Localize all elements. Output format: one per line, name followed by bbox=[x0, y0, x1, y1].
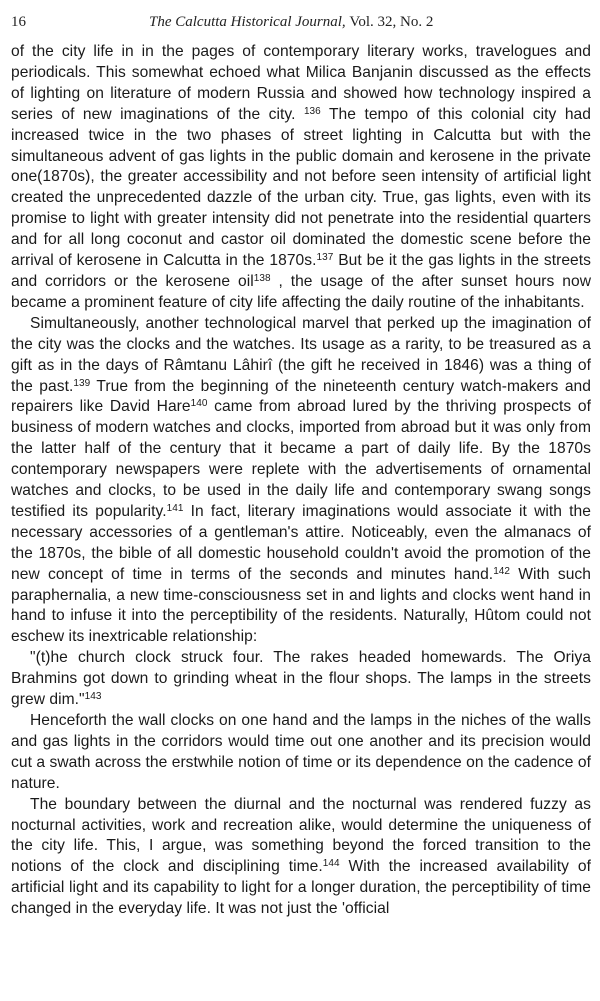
footnote-ref: 139 bbox=[73, 377, 91, 389]
running-header bbox=[11, 14, 591, 36]
journal-title: The Calcutta Historical Journal, bbox=[149, 14, 346, 30]
paragraph bbox=[11, 314, 591, 649]
footnote-ref: 138 bbox=[253, 272, 271, 284]
body-text bbox=[11, 42, 591, 920]
text-run: came from abroad lured by the thriving prospects of business of modern watches and clocks, imported from abroad but it was only from the latter half of the century that it became a part of daily life. By the 1870s contemporary newspapers were replete with the advertisements of ornamental watches and clocks, to be used in the daily life and contemporary swang songs testified its popularity. bbox=[11, 398, 592, 520]
text-run: In fact, literary imaginations would associate it with the necessary accessories of a gentleman's attire. Noticeably, even the almanacs of the 1870s, the bible of all domestic household couldn't avoid the promotion of the new concept of time in terms of the seconds and minutes hand. bbox=[11, 502, 591, 583]
footnote-ref: 136 bbox=[303, 105, 321, 117]
footnote-ref: 141 bbox=[166, 502, 184, 514]
footnote-ref: 143 bbox=[84, 691, 102, 703]
footnote-ref: 137 bbox=[316, 252, 334, 264]
paragraph bbox=[11, 42, 591, 314]
text-run: The boundary between the diurnal and the nocturnal was rendered fuzzy as nocturnal activities, work and recreation alike, would determine the uniqueness of the city life. This, I argue, was something beyond the forced transition to the notions of the clock and disciplining time. bbox=[11, 795, 591, 876]
text-run: But be it the gas lights in the streets and corridors or the kerosene oil bbox=[11, 252, 591, 290]
text-run: True from the beginning of the nineteenth century watch-makers and repairers like David Hare bbox=[11, 377, 591, 416]
text-run: The tempo of this colonial city had increased twice in the two phases of street lighting in Calcutta but with the simultaneous advent of gas lights in the public domain and kerosene in the private one(1870s), the greater accessibility and not before seen intensity of artificial light created the unprecedented dazzle of the urban city. True, gas lights, even with its promise to light with greater intensity did not penetrate into the residential quarters and for all long coconut and castor oil dominated the domestic scene before the arrival of kerosene in Calcutta in the 1870s. bbox=[11, 105, 591, 270]
journal-page bbox=[11, 14, 591, 920]
text-run: "(t)he church clock struck four. The rakes headed homewards. The Oriya Brahmins got down to grinding wheat in the flour shops. The lamps in the streets grew dim." bbox=[11, 649, 591, 709]
footnote-ref: 140 bbox=[190, 398, 208, 410]
text-run: of the city life in in the pages of contemporary literary works, travelogues and periodicals. This somewhat echoed what Milica Banjanin discussed as the effects of lighting on literature of modern Russia and showed how technology inspired a series of new imaginations of the city. bbox=[11, 43, 591, 123]
footnote-ref: 142 bbox=[493, 565, 511, 577]
paragraph bbox=[11, 711, 591, 795]
running-title bbox=[149, 14, 433, 31]
journal-issue: Vol. 32, No. 2 bbox=[349, 14, 434, 30]
text-run: Henceforth the wall clocks on one hand and the lamps in the niches of the walls and gas lights in the corridors would time out one another and its precision would cut a swath across the erstwhile notion of time or its dependence on the cadence of nature. bbox=[11, 712, 591, 792]
block-quote bbox=[11, 648, 591, 711]
text-run: With such paraphernalia, a new time-consciousness set in and lights and clocks went hand in hand to infuse it into the perceptibility of the residents. Naturally, Hûtom could not eschew its inextricable relationship: bbox=[11, 565, 592, 646]
page-number: 16 bbox=[11, 14, 26, 30]
text-run: With the increased availability of artificial light and its capability to light for a longer duration, the perceptibility of time changed in the everyday life. It was not just the 'official bbox=[11, 858, 591, 918]
text-run: , the usage of the after sunset hours now became a prominent feature of city life affecting the daily routine of the inhabitants. bbox=[11, 272, 592, 311]
text-run: Simultaneously, another technological marvel that perked up the imagination of the city was the clocks and the watches. Its usage as a rarity, to be treasured as a gift as in the days of Râmtanu Lâhirî (the gift he received in 1846) was a thing of the past. bbox=[11, 314, 591, 395]
paragraph bbox=[11, 795, 591, 920]
footnote-ref: 144 bbox=[322, 858, 340, 870]
